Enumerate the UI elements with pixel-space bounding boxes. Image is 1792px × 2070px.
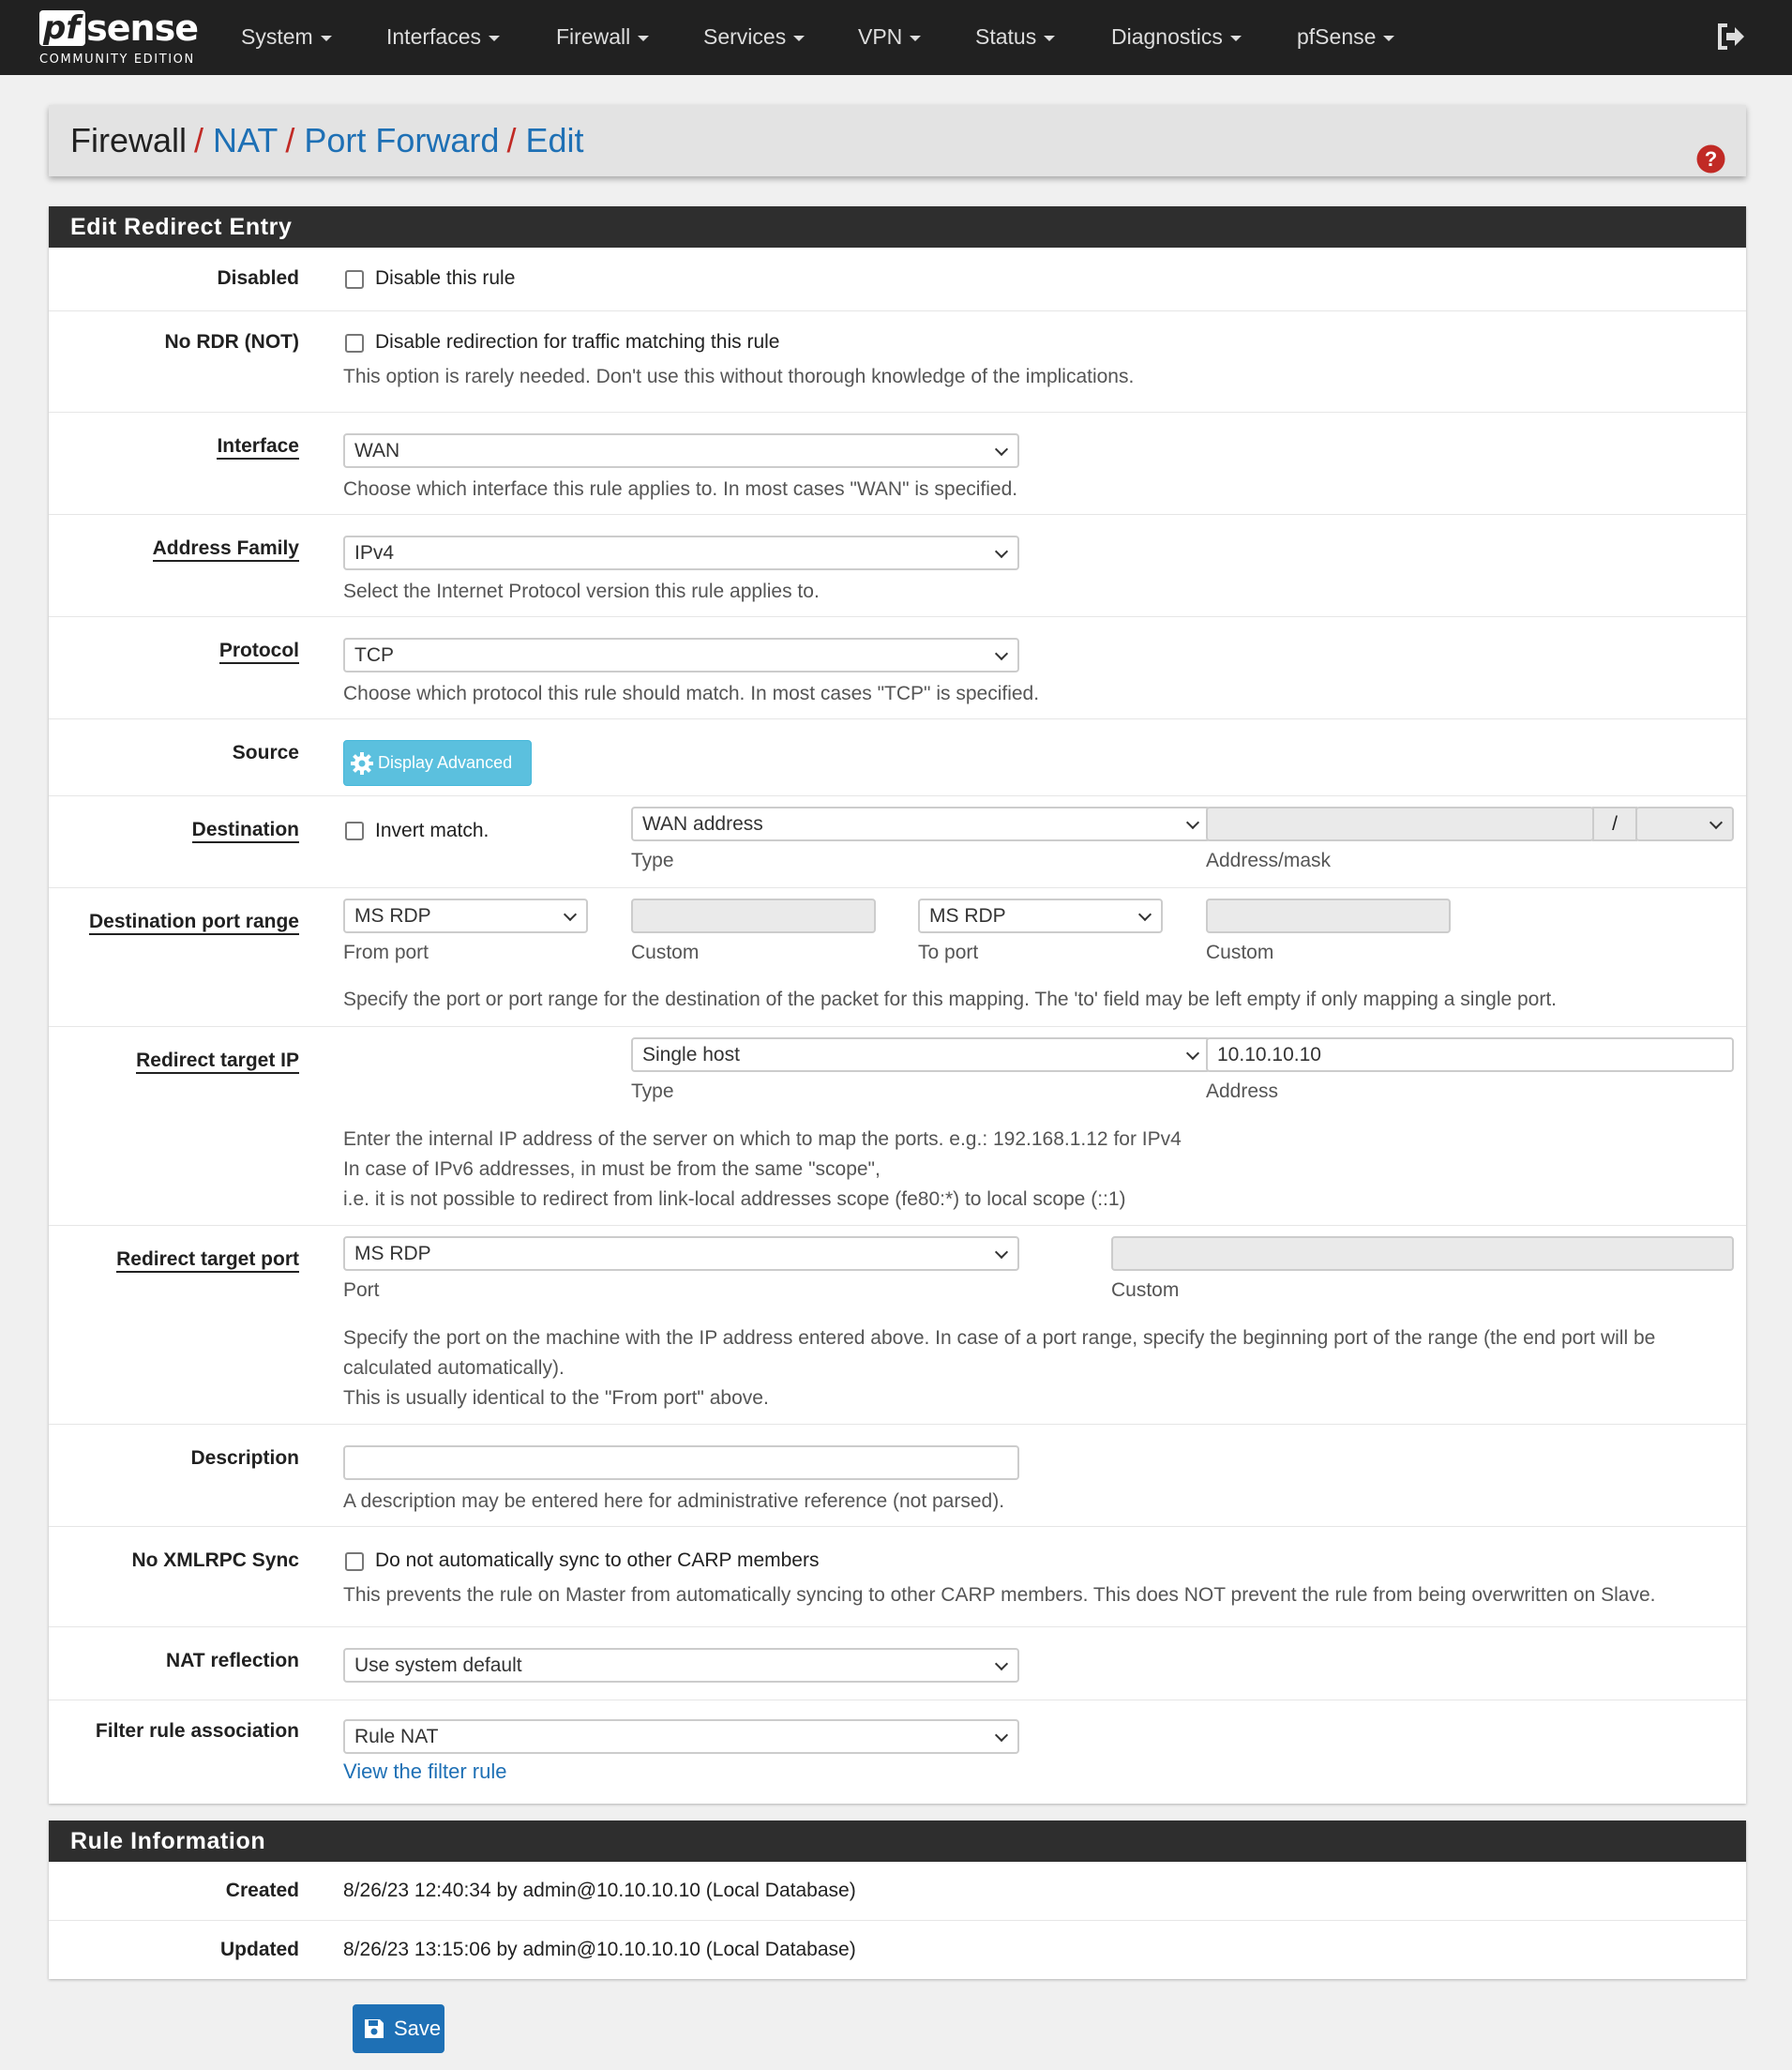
- from-port-label: From port: [343, 942, 429, 963]
- chevron-down-icon: [995, 647, 1008, 660]
- redirect-port-help-line: Specify the port on the machine with the IP address entered above. In case of a port range, specify the beginning port of the range (the end port will be: [343, 1327, 1656, 1349]
- caret-down-icon: [321, 36, 332, 41]
- redirect-port-select[interactable]: MS RDP: [343, 1236, 1019, 1271]
- destination-mask-select[interactable]: [1635, 807, 1734, 841]
- breadcrumb-separator: /: [194, 121, 204, 159]
- redirect-port-help-line: This is usually identical to the "From port" above.: [343, 1387, 769, 1409]
- interface-help: Choose which interface this rule applies to. In most cases "WAN" is specified.: [343, 478, 1018, 500]
- row-protocol: [49, 617, 1746, 719]
- redirect-ip-help: [343, 1125, 1182, 1215]
- chevron-down-icon: [995, 1657, 1008, 1670]
- no-xmlrpc-checkbox[interactable]: [345, 1552, 364, 1571]
- invert-match-text: Invert match.: [375, 820, 489, 841]
- row-no-xmlrpc-sync: [49, 1527, 1746, 1627]
- redirect-port-help-line: calculated automatically).: [343, 1357, 565, 1379]
- redirect-ip-address-label: Address: [1206, 1080, 1279, 1102]
- panel-title-rule-information: Rule Information: [49, 1821, 1746, 1862]
- menu-diagnostics-label: Diagnostics: [1111, 24, 1223, 49]
- label-destination: Destination: [192, 819, 299, 841]
- label-protocol: Protocol: [219, 640, 299, 662]
- label-filter-rule-association: Filter rule association: [95, 1720, 299, 1742]
- chevron-down-icon: [1709, 816, 1723, 829]
- address-family-help: Select the Internet Protocol version this rule applies to.: [343, 581, 820, 602]
- label-source: Source: [232, 742, 299, 763]
- help-icon[interactable]: [1696, 127, 1725, 171]
- interface-select[interactable]: WAN: [343, 433, 1019, 468]
- menu-vpn[interactable]: [858, 0, 921, 75]
- from-port-select[interactable]: MS RDP: [343, 899, 588, 933]
- description-help: A description may be entered here for administrative reference (not parsed).: [343, 1490, 1005, 1512]
- redirect-ip-type-select[interactable]: Single host: [631, 1037, 1211, 1072]
- chevron-down-icon: [1138, 908, 1152, 921]
- created-value: 8/26/23 12:40:34 by admin@10.10.10.10 (Local Database): [343, 1880, 856, 1901]
- row-disabled: [49, 248, 1746, 311]
- destination-type-select[interactable]: WAN address: [631, 807, 1211, 841]
- row-no-rdr: [49, 311, 1746, 413]
- panel-title-edit-redirect: Edit Redirect Entry: [49, 206, 1746, 248]
- brand-edition: COMMUNITY EDITION: [39, 53, 195, 67]
- row-address-family: [49, 515, 1746, 617]
- breadcrumb-nat[interactable]: NAT: [213, 121, 279, 159]
- menu-system[interactable]: [241, 0, 332, 75]
- redirect-ip-help-line: Enter the internal IP address of the server on which to map the ports. e.g.: 192.168.1.12 for IPv4: [343, 1128, 1182, 1150]
- row-description: [49, 1425, 1746, 1527]
- menu-interfaces[interactable]: [386, 0, 500, 75]
- edit-redirect-panel: [49, 206, 1746, 1804]
- updated-value: 8/26/23 13:15:06 by admin@10.10.10.10 (Local Database): [343, 1939, 856, 1960]
- no-xmlrpc-text: Do not automatically sync to other CARP members: [375, 1549, 820, 1571]
- redirect-ip-type-label: Type: [631, 1080, 674, 1102]
- breadcrumb: [49, 105, 1746, 176]
- label-disabled: Disabled: [217, 267, 299, 289]
- top-navbar: [0, 0, 1792, 75]
- no-rdr-checkbox[interactable]: [345, 334, 364, 353]
- caret-down-icon: [489, 36, 500, 41]
- svg-text:?: ?: [1704, 147, 1718, 171]
- save-icon: [362, 2017, 386, 2041]
- menu-diagnostics[interactable]: [1111, 0, 1242, 75]
- breadcrumb-separator: /: [285, 121, 295, 159]
- caret-down-icon: [638, 36, 649, 41]
- nat-reflection-select[interactable]: Use system default: [343, 1648, 1019, 1683]
- view-filter-rule-link[interactable]: View the filter rule: [343, 1760, 507, 1783]
- label-description: Description: [190, 1447, 299, 1469]
- redirect-ip-help-line: In case of IPv6 addresses, in must be from the same "scope",: [343, 1158, 881, 1180]
- menu-pfsense-label: pfSense: [1297, 24, 1377, 49]
- breadcrumb-firewall: Firewall: [70, 121, 188, 159]
- chevron-down-icon: [995, 443, 1008, 456]
- menu-status-label: Status: [975, 24, 1037, 49]
- chevron-down-icon: [995, 545, 1008, 558]
- filter-rule-select[interactable]: Rule NAT: [343, 1719, 1019, 1754]
- description-input[interactable]: [343, 1445, 1019, 1480]
- chevron-down-icon: [995, 1729, 1008, 1742]
- rule-information-panel: [49, 1821, 1746, 1979]
- menu-vpn-label: VPN: [858, 24, 903, 49]
- caret-down-icon: [1044, 36, 1055, 41]
- disable-rule-checkbox[interactable]: [345, 270, 364, 289]
- destination-address-input[interactable]: [1206, 807, 1594, 841]
- display-advanced-button[interactable]: [343, 740, 532, 786]
- label-interface: Interface: [217, 435, 299, 458]
- chevron-down-icon: [1186, 816, 1199, 829]
- label-no-rdr: No RDR (NOT): [164, 331, 299, 353]
- to-port-custom-input[interactable]: [1206, 899, 1451, 933]
- mask-separator: /: [1592, 807, 1637, 841]
- redirect-port-help: [343, 1323, 1655, 1413]
- caret-down-icon: [910, 36, 921, 41]
- menu-system-label: System: [241, 24, 313, 49]
- menu-interfaces-label: Interfaces: [386, 24, 481, 49]
- redirect-port-custom-label: Custom: [1111, 1279, 1180, 1301]
- label-updated: Updated: [220, 1939, 299, 1960]
- breadcrumb-port-forward[interactable]: Port Forward: [304, 121, 500, 159]
- row-redirect-target-ip: [49, 1027, 1746, 1226]
- dest-port-range-help: Specify the port or port range for the destination of the packet for this mapping. The 'to' field may be left empty if only mapping a single port.: [343, 989, 1558, 1010]
- label-redirect-target-ip: Redirect target IP: [136, 1050, 299, 1072]
- chevron-down-icon: [564, 908, 577, 921]
- protocol-select[interactable]: TCP: [343, 638, 1019, 672]
- no-xmlrpc-help: This prevents the rule on Master from automatically syncing to other CARP members. This does NOT prevent the rule from being overwritten on Slave.: [343, 1584, 1656, 1606]
- destination-address-label: Address/mask: [1206, 850, 1332, 871]
- row-created: [49, 1862, 1746, 1921]
- breadcrumb-separator: /: [506, 121, 517, 159]
- caret-down-icon: [793, 36, 805, 41]
- row-destination-port-range: [49, 888, 1746, 1027]
- display-advanced-label: Display Advanced: [378, 753, 513, 772]
- brand-sense-text: sense: [86, 8, 198, 49]
- protocol-help: Choose which protocol this rule should match. In most cases "TCP" is specified.: [343, 683, 1040, 704]
- to-port-label: To port: [918, 942, 979, 963]
- menu-firewall-label: Firewall: [556, 24, 631, 49]
- redirect-port-custom-input[interactable]: [1111, 1236, 1734, 1271]
- save-button[interactable]: [353, 2004, 444, 2053]
- redirect-ip-address-input[interactable]: 10.10.10.10: [1206, 1037, 1734, 1072]
- row-filter-rule-association: [49, 1700, 1746, 1801]
- from-port-custom-input[interactable]: [631, 899, 876, 933]
- label-created: Created: [225, 1880, 299, 1901]
- chevron-down-icon: [995, 1246, 1008, 1259]
- caret-down-icon: [1383, 36, 1394, 41]
- row-updated: [49, 1921, 1746, 1979]
- redirect-ip-help-line: i.e. it is not possible to redirect from link-local addresses scope (fe80:*) to local scope (::1): [343, 1188, 1126, 1210]
- menu-firewall[interactable]: [556, 0, 649, 75]
- destination-type-label: Type: [631, 850, 674, 871]
- disable-rule-text: Disable this rule: [375, 267, 516, 289]
- menu-services-label: Services: [703, 24, 787, 49]
- gear-icon: [350, 751, 374, 776]
- chevron-down-icon: [1186, 1047, 1199, 1060]
- label-redirect-target-port: Redirect target port: [116, 1248, 299, 1271]
- no-rdr-text: Disable redirection for traffic matching this rule: [375, 331, 780, 353]
- menu-services[interactable]: [703, 0, 805, 75]
- breadcrumb-edit[interactable]: Edit: [525, 121, 584, 159]
- row-nat-reflection: [49, 1627, 1746, 1700]
- caret-down-icon: [1230, 36, 1242, 41]
- save-label: Save: [394, 2017, 442, 2040]
- label-no-xmlrpc-sync: No XMLRPC Sync: [131, 1549, 299, 1571]
- row-redirect-target-port: [49, 1226, 1746, 1425]
- logout-icon[interactable]: [1715, 21, 1747, 53]
- no-rdr-help: This option is rarely needed. Don't use this without thorough knowledge of the implications.: [343, 366, 1135, 387]
- label-address-family: Address Family: [153, 537, 299, 560]
- brand-pf-text: pf: [39, 10, 85, 46]
- label-destination-port-range: Destination port range: [89, 911, 299, 933]
- redirect-port-label: Port: [343, 1279, 380, 1301]
- invert-match-checkbox[interactable]: [345, 822, 364, 840]
- row-interface: [49, 413, 1746, 515]
- to-port-select[interactable]: MS RDP: [918, 899, 1163, 933]
- from-custom-label: Custom: [631, 942, 700, 963]
- row-source: [49, 719, 1746, 796]
- label-nat-reflection: NAT reflection: [166, 1650, 299, 1671]
- pfsense-logo[interactable]: [39, 6, 213, 71]
- menu-pfsense[interactable]: [1297, 0, 1394, 75]
- row-destination: [49, 796, 1746, 888]
- menu-status[interactable]: [975, 0, 1055, 75]
- address-family-select[interactable]: IPv4: [343, 536, 1019, 570]
- to-custom-label: Custom: [1206, 942, 1274, 963]
